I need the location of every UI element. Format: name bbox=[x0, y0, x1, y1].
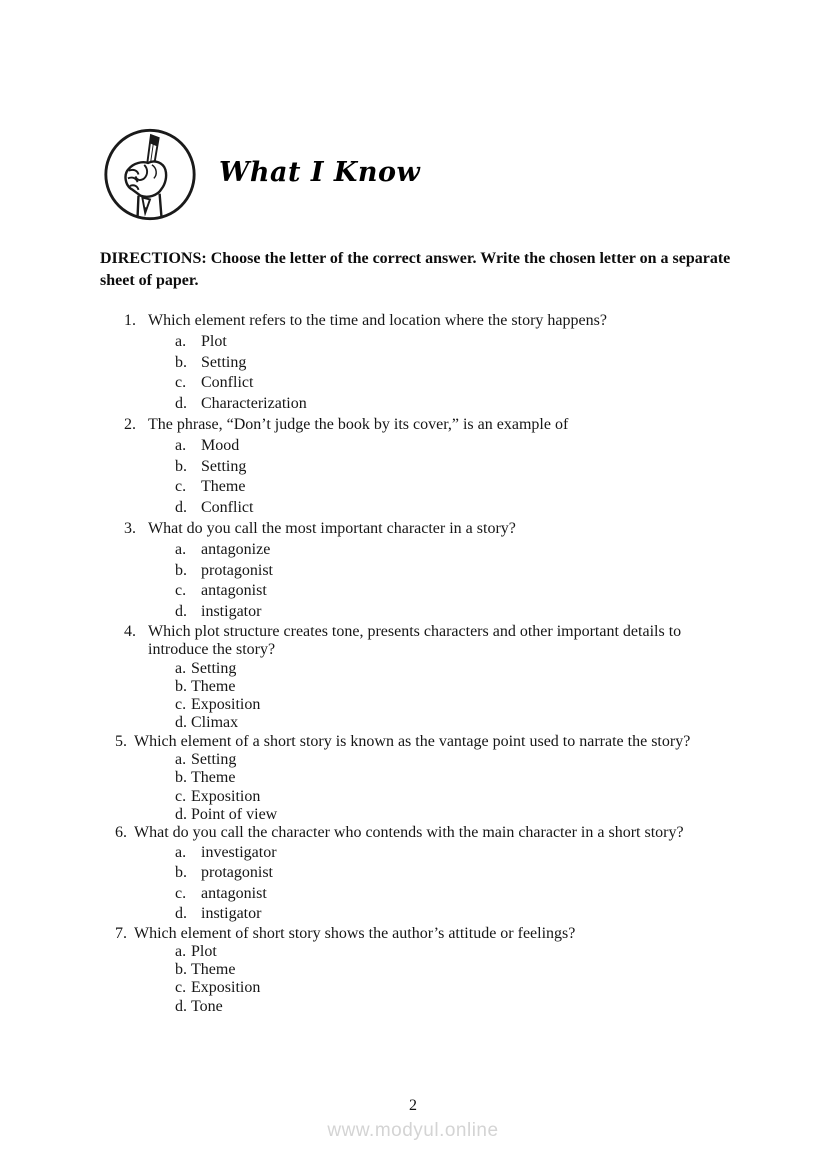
option-letter: c. bbox=[175, 582, 187, 600]
question-body: What do you call the most important character in a story? bbox=[148, 519, 516, 537]
option-d bbox=[175, 714, 742, 732]
option-a bbox=[175, 660, 742, 678]
option-letter: b. bbox=[175, 353, 187, 371]
option-text: instigator bbox=[201, 905, 262, 923]
option-text: Setting bbox=[201, 353, 247, 371]
option-text: Exposition bbox=[191, 787, 261, 805]
question-body: The phrase, “Don’t judge the book by its cover,” is an example of bbox=[148, 415, 569, 433]
option-b bbox=[175, 678, 742, 696]
option-letter: a. bbox=[175, 332, 187, 350]
option-letter: d. bbox=[175, 603, 187, 621]
option-letter: b. bbox=[175, 769, 187, 787]
option-letter: d. bbox=[175, 905, 187, 923]
question-number: 6. bbox=[115, 824, 127, 842]
option-text: protagonist bbox=[201, 561, 273, 579]
option-a bbox=[175, 843, 742, 864]
question-5 bbox=[100, 733, 742, 824]
question-body: Which element refers to the time and location where the story happens? bbox=[148, 312, 607, 329]
option-text: investigator bbox=[201, 843, 277, 861]
option-letter: a. bbox=[175, 659, 187, 677]
option-c bbox=[175, 373, 742, 394]
option-letter: a. bbox=[175, 751, 187, 769]
page-title: What I Know bbox=[219, 157, 421, 188]
option-letter: a. bbox=[175, 540, 187, 558]
option-letter: c. bbox=[175, 884, 187, 902]
question-body: Which plot structure creates tone, presents characters and other important details to introduce the story? bbox=[148, 622, 682, 659]
option-letter: b. bbox=[175, 864, 187, 882]
option-c bbox=[175, 477, 742, 498]
watermark-url: www.modyul.online bbox=[327, 1120, 499, 1141]
page-number: 2 bbox=[409, 1097, 417, 1114]
question-text bbox=[100, 824, 700, 842]
question-body: Which element of a short story is known as the vantage point used to narrate the story? bbox=[134, 732, 691, 750]
option-letter: b. bbox=[175, 561, 187, 579]
quiz-question-list bbox=[100, 311, 742, 1016]
option-text: Exposition bbox=[191, 696, 261, 714]
question-text bbox=[100, 311, 742, 332]
option-letter: c. bbox=[175, 696, 187, 714]
question-text bbox=[100, 415, 742, 436]
option-a bbox=[175, 436, 742, 457]
question-body: What do you call the character who contends with the main character in a short story? bbox=[134, 824, 684, 842]
option-letter: d. bbox=[175, 714, 187, 732]
option-b bbox=[175, 353, 742, 374]
option-text: Conflict bbox=[201, 374, 254, 392]
option-text: Plot bbox=[201, 332, 227, 350]
option-letter: b. bbox=[175, 677, 187, 695]
question-1 bbox=[100, 311, 742, 415]
directions-text: DIRECTIONS: Choose the letter of the correct answer. Write the chosen letter on a separate sheet of paper. bbox=[100, 250, 731, 289]
option-text: Plot bbox=[191, 942, 217, 960]
option-text: antagonize bbox=[201, 540, 271, 558]
question-2 bbox=[100, 415, 742, 519]
question-body: Which element of short story shows the author’s attitude or feelings? bbox=[134, 924, 576, 942]
option-d bbox=[175, 998, 742, 1016]
option-text: instigator bbox=[201, 603, 262, 621]
option-b bbox=[175, 457, 742, 478]
option-c bbox=[175, 696, 742, 714]
option-text: Theme bbox=[191, 961, 236, 979]
option-letter: d. bbox=[175, 997, 187, 1015]
option-letter: d. bbox=[175, 395, 187, 413]
option-a bbox=[175, 751, 742, 769]
question-6 bbox=[100, 824, 742, 924]
option-d bbox=[175, 498, 742, 519]
option-text: Exposition bbox=[191, 979, 261, 997]
option-a bbox=[175, 540, 742, 561]
option-letter: a. bbox=[175, 843, 187, 861]
option-b bbox=[175, 961, 742, 979]
option-c bbox=[175, 979, 742, 997]
question-text bbox=[100, 623, 730, 660]
option-text: Conflict bbox=[201, 499, 254, 517]
option-letter: d. bbox=[175, 499, 187, 517]
option-letter: c. bbox=[175, 374, 187, 392]
option-text: Mood bbox=[201, 436, 240, 454]
question-number: 2. bbox=[124, 415, 136, 433]
question-number: 5. bbox=[115, 732, 127, 750]
question-text bbox=[100, 733, 715, 751]
option-b bbox=[175, 561, 742, 582]
question-text bbox=[100, 925, 742, 943]
question-number: 1. bbox=[124, 312, 136, 329]
option-d bbox=[175, 904, 742, 925]
option-c bbox=[175, 581, 742, 602]
option-text: protagonist bbox=[201, 864, 273, 882]
option-a bbox=[175, 943, 742, 961]
option-text: Point of view bbox=[191, 805, 278, 823]
option-a bbox=[175, 332, 742, 353]
option-text: Setting bbox=[191, 751, 237, 769]
option-letter: b. bbox=[175, 457, 187, 475]
option-letter: c. bbox=[175, 979, 187, 997]
option-text: Setting bbox=[201, 457, 247, 475]
option-text: Climax bbox=[191, 714, 239, 732]
option-text: antagonist bbox=[201, 884, 267, 902]
question-number: 3. bbox=[124, 519, 136, 537]
option-text: Tone bbox=[191, 997, 223, 1015]
question-3 bbox=[100, 519, 742, 623]
option-c bbox=[175, 788, 742, 806]
option-d bbox=[175, 602, 742, 623]
question-7 bbox=[100, 925, 742, 1016]
option-text: Theme bbox=[201, 478, 246, 496]
option-text: Characterization bbox=[201, 395, 307, 413]
option-letter: c. bbox=[175, 787, 187, 805]
option-letter: a. bbox=[175, 436, 187, 454]
question-text bbox=[100, 519, 742, 540]
option-text: Setting bbox=[191, 659, 237, 677]
question-number: 4. bbox=[124, 622, 136, 640]
option-b bbox=[175, 863, 742, 884]
option-letter: b. bbox=[175, 961, 187, 979]
option-text: Theme bbox=[191, 769, 236, 787]
option-text: Theme bbox=[191, 677, 236, 695]
option-d bbox=[175, 394, 742, 415]
question-number: 7. bbox=[115, 924, 127, 942]
hand-writing-pencil-icon bbox=[102, 126, 198, 223]
option-b bbox=[175, 769, 742, 787]
option-text: antagonist bbox=[201, 582, 267, 600]
option-d bbox=[175, 806, 742, 824]
question-4 bbox=[100, 623, 742, 733]
option-letter: a. bbox=[175, 942, 187, 960]
option-c bbox=[175, 884, 742, 905]
option-letter: c. bbox=[175, 478, 187, 496]
option-letter: d. bbox=[175, 805, 187, 823]
